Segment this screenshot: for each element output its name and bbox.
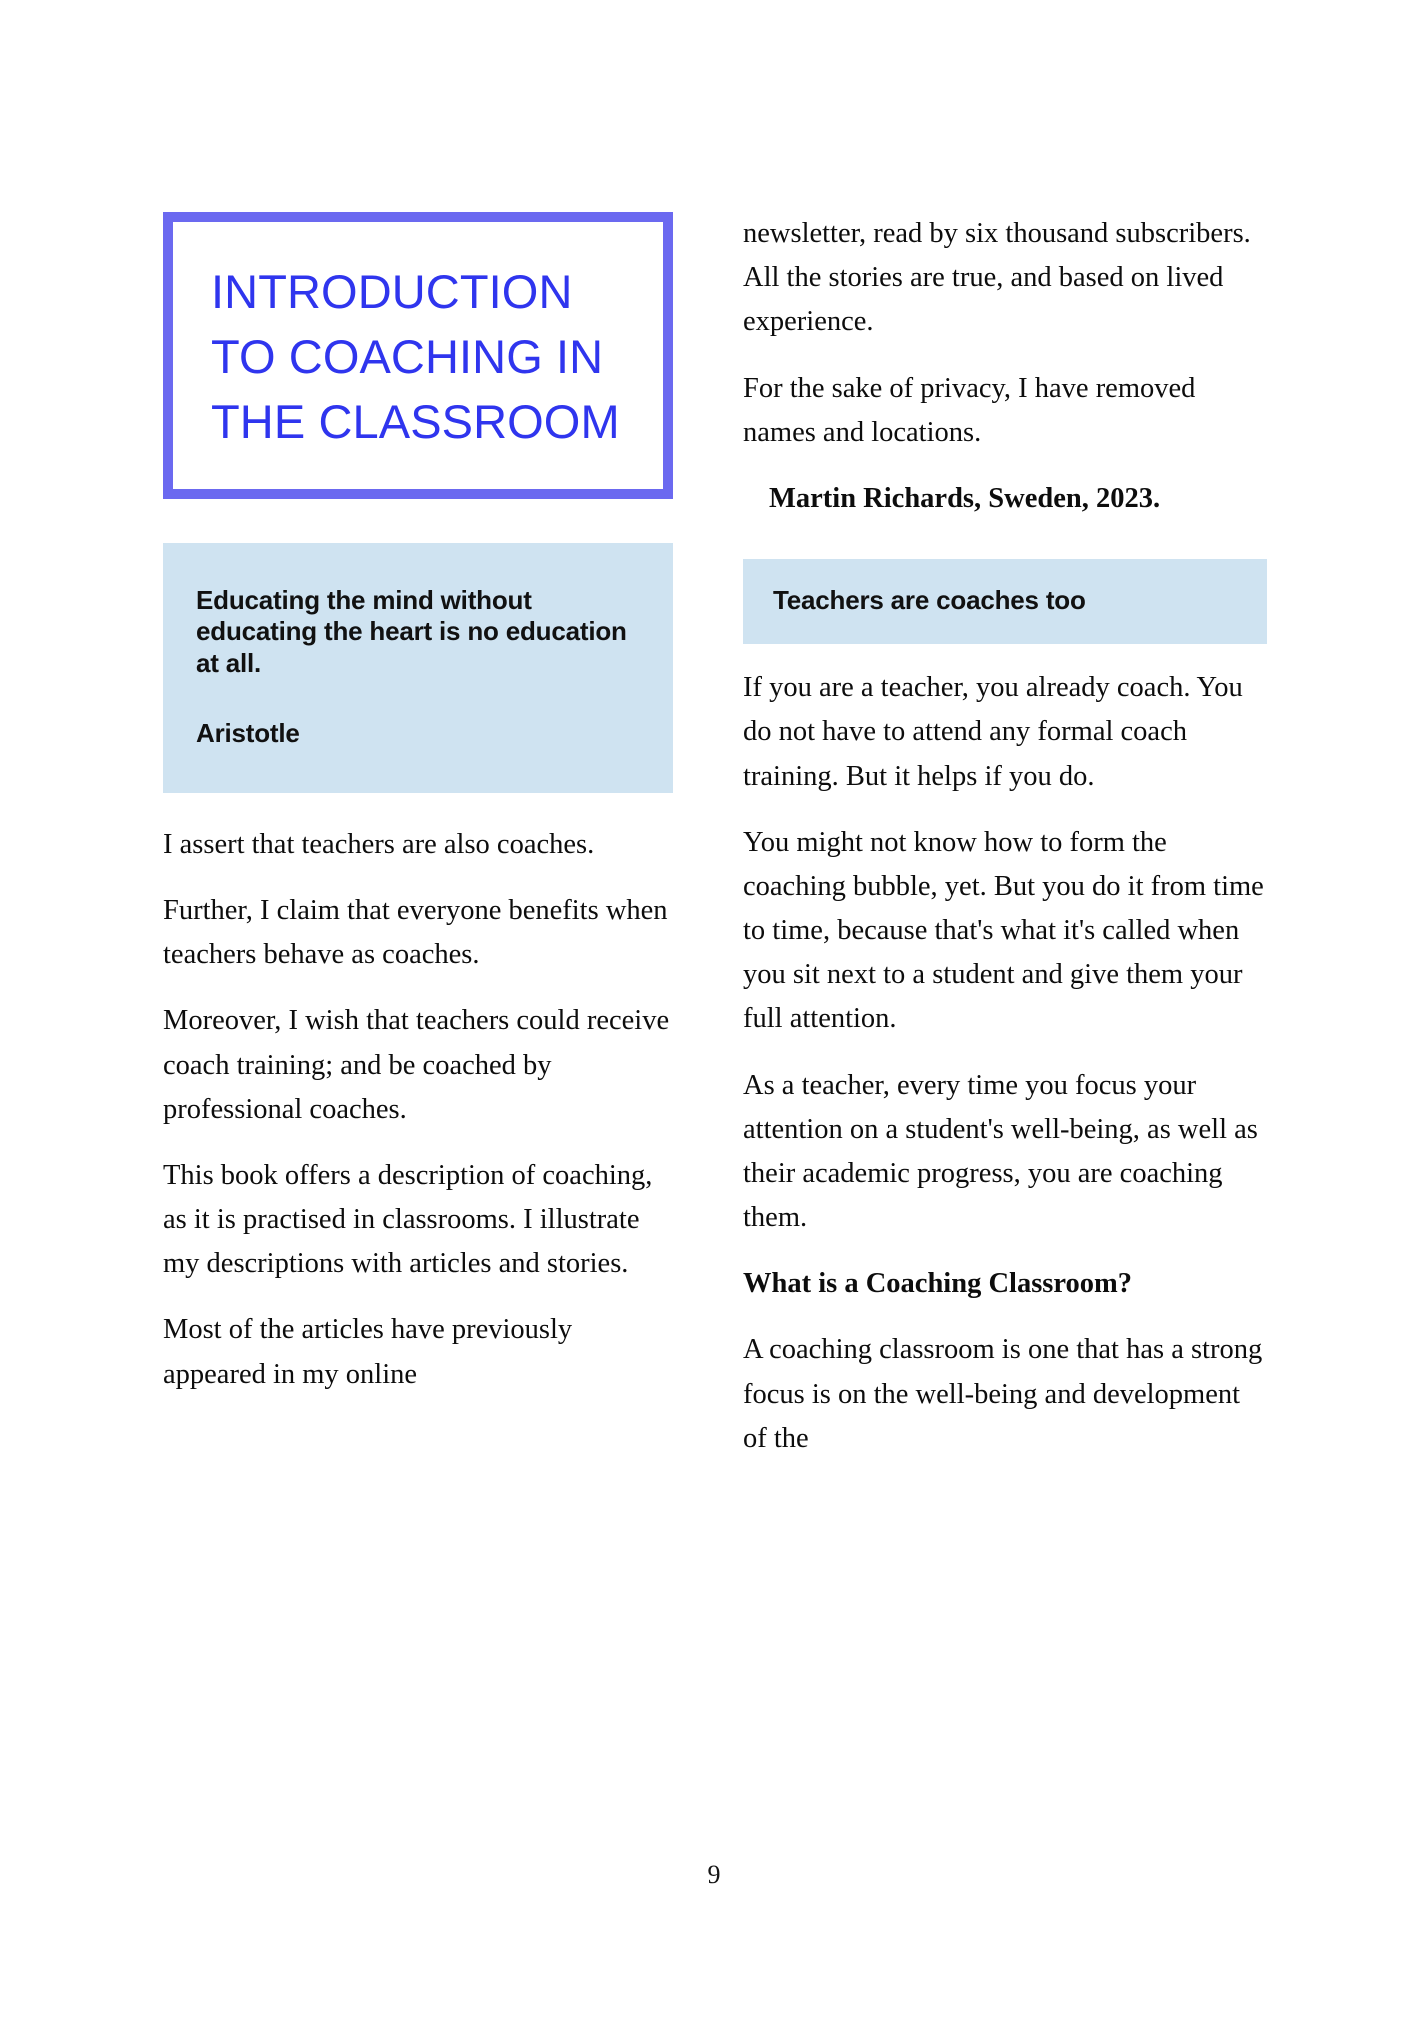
page-number: 9 (707, 1860, 721, 1889)
right-column (743, 212, 1267, 1461)
paragraph: A coaching classroom is one that has a strong focus is on the well-being and development of the (743, 1334, 1263, 1454)
quote-author: Aristotle (196, 717, 300, 748)
paragraph: Most of the articles have previously appeared in my online (163, 1314, 573, 1390)
author-attribution: Martin Richards, Sweden, 2023. (769, 482, 1161, 514)
subheading: What is a Coaching Classroom? (743, 1268, 1133, 1300)
paragraph: Moreover, I wish that teachers could receive coach training; and be coached by professional coaches. (163, 1005, 670, 1125)
quote-text: Educating the mind without educating the heart is no education at all. (196, 584, 627, 679)
paragraph: Further, I claim that everyone benefits when teachers behave as coaches. (163, 895, 668, 971)
two-column-layout (163, 212, 1267, 1461)
paragraph: If you are a teacher, you already coach. You do not have to attend any formal coach training. But it helps if you do. (743, 672, 1243, 792)
left-column (163, 212, 673, 1397)
paragraph: This book offers a description of coaching, as it is practised in classrooms. I illustrate my descriptions with articles and stories. (163, 1159, 653, 1280)
chapter-title: INTRODUCTION TO COACHING IN THE CLASSROOM (211, 265, 620, 448)
quote-callout (163, 543, 673, 793)
paragraph: newsletter, read by six thousand subscribers. All the stories are true, and based on lived experience. (743, 218, 1251, 338)
section-heading: Teachers are coaches too (773, 585, 1086, 616)
paragraph: For the sake of privacy, I have removed names and locations. (743, 372, 1196, 448)
paragraph: As a teacher, every time you focus your attention on a student's well-being, as well as their academic progress, you are coaching them. (743, 1069, 1258, 1234)
paragraph: You might not know how to form the coaching bubble, yet. But you do it from time to time, because that's what it's called when you sit next to a student and give them your full attention. (743, 826, 1264, 1035)
paragraph: I assert that teachers are also coaches. (163, 828, 595, 860)
section-heading-band (743, 559, 1267, 644)
page-content (163, 212, 1267, 1772)
chapter-title-box (163, 212, 673, 499)
